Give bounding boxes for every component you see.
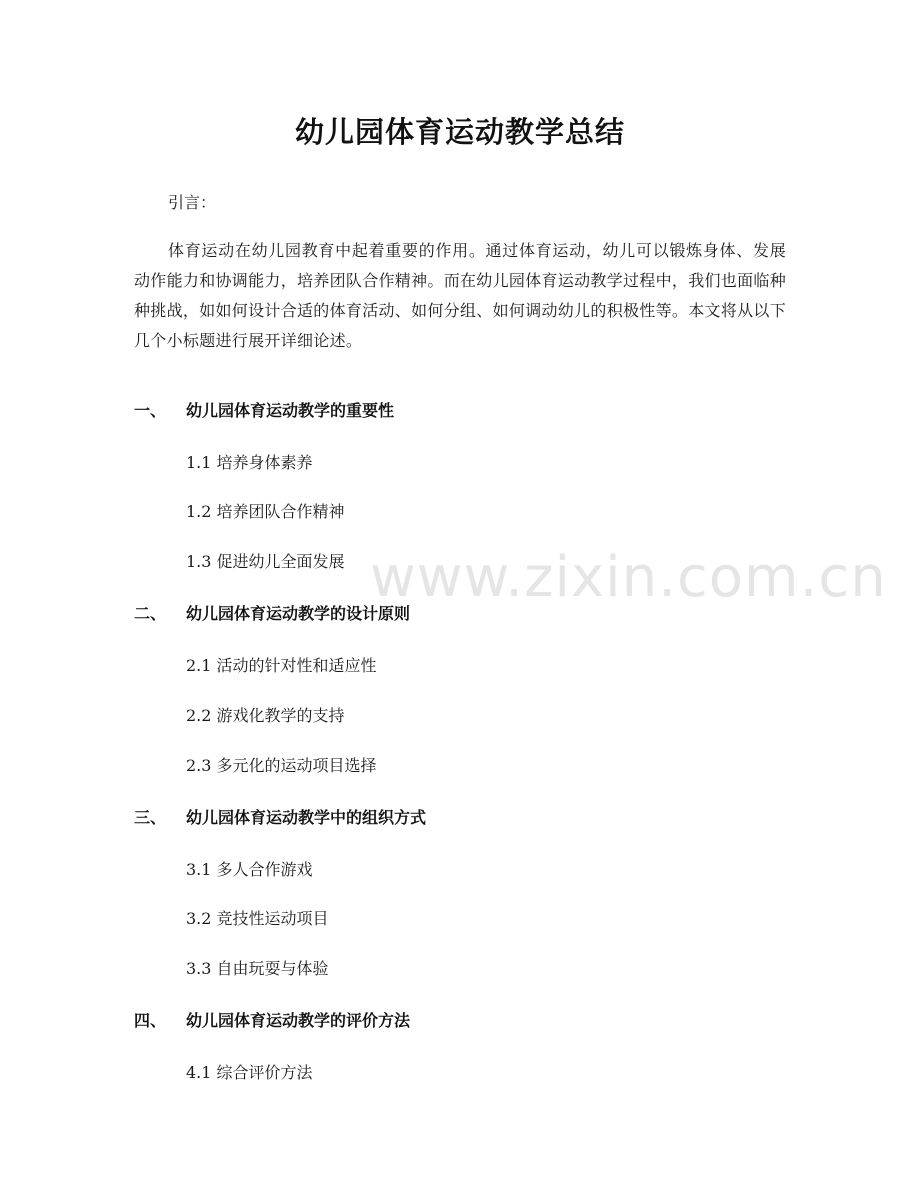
section-heading-1	[134, 398, 394, 421]
subsection-item: 4.1 综合评价方法	[186, 1063, 313, 1082]
section-number: 四、	[134, 1011, 167, 1030]
subsection-item: 1.1 培养身体素养	[186, 453, 313, 472]
intro-label: 引言：	[168, 193, 217, 212]
intro-paragraph: 体育运动在幼儿园教育中起着重要的作用。通过体育运动，幼儿可以锻炼身体、发展动作能力和协调能力，培养团队合作精神。而在幼儿园体育运动教学过程中，我们也面临种种挑战，如如何设计合适的体育活动、如何分组、如何调动幼儿的积极性等。本文将从以下几个小标题进行展开详细论述。	[134, 241, 787, 350]
subsection-item: 3.2 竞技性运动项目	[186, 909, 329, 928]
subsection-item: 1.3 促进幼儿全面发展	[186, 552, 345, 571]
section-heading-3	[134, 805, 426, 828]
section-title: 幼儿园体育运动教学的重要性	[186, 401, 395, 420]
section-number: 二、	[134, 604, 167, 623]
section-title: 幼儿园体育运动教学中的组织方式	[186, 808, 427, 827]
watermark-text: www.zixin.com.cn	[370, 545, 887, 610]
subsection-item: 3.3 自由玩耍与体验	[186, 959, 329, 978]
subsection-item: 2.3 多元化的运动项目选择	[186, 756, 377, 775]
subsection-item: 1.2 培养团队合作精神	[186, 502, 345, 521]
section-heading-2	[134, 601, 410, 624]
subsection-item: 2.2 游戏化教学的支持	[186, 706, 345, 725]
document-title: 幼儿园体育运动教学总结	[294, 115, 625, 149]
section-title: 幼儿园体育运动教学的评价方法	[186, 1011, 411, 1030]
section-number: 三、	[134, 808, 167, 827]
subsection-item: 3.1 多人合作游戏	[186, 860, 313, 879]
section-heading-4	[134, 1008, 410, 1031]
section-number: 一、	[134, 401, 167, 420]
section-title: 幼儿园体育运动教学的设计原则	[186, 604, 411, 623]
subsection-item: 2.1 活动的针对性和适应性	[186, 656, 377, 675]
